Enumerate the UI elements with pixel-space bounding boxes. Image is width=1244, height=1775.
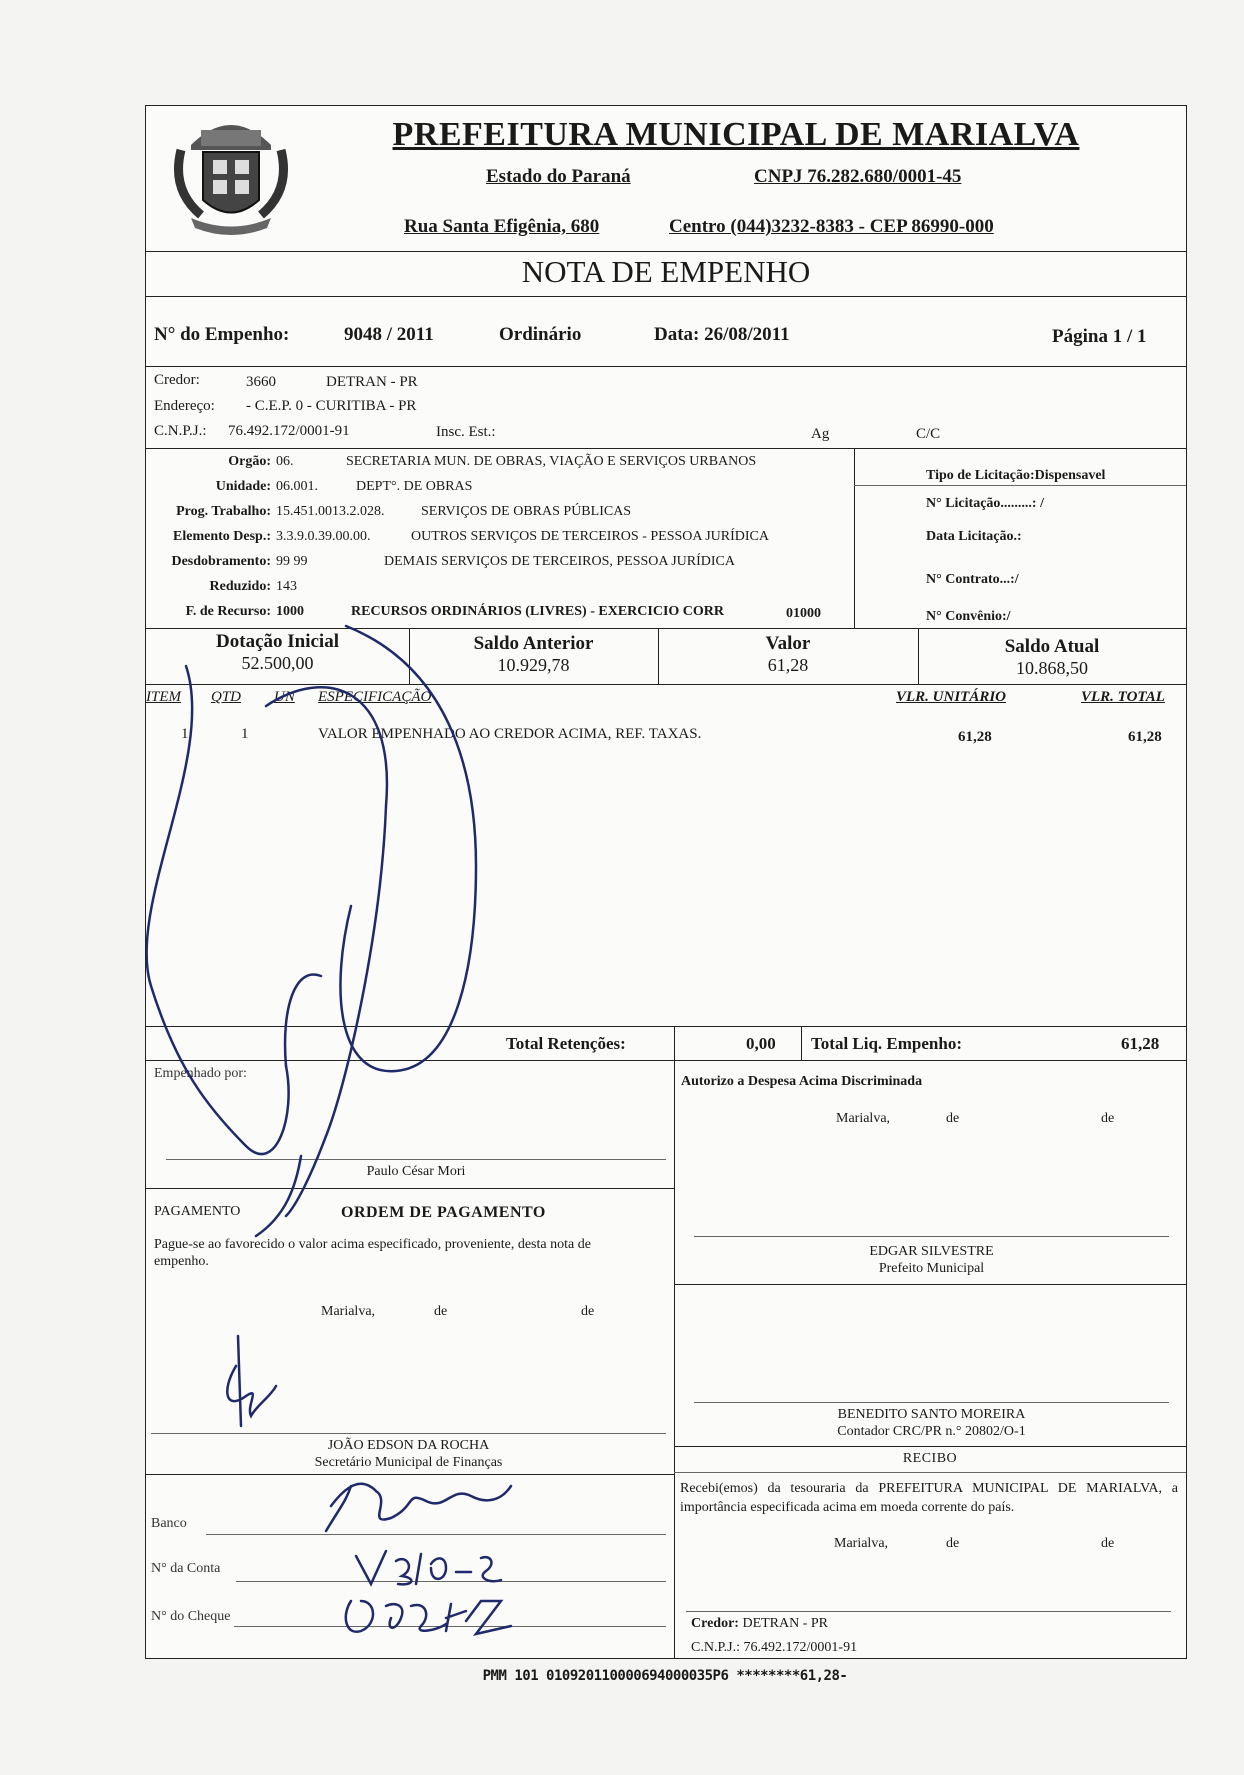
contador-signature-block: BENEDITO SANTO MOREIRA Contador CRC/PR n.° 20802/O-1 [837, 1407, 1026, 1439]
recibo-de-1: de [946, 1536, 960, 1551]
empenho-number: 9048 / 2011 [344, 324, 434, 345]
cnpj-label: C.N.P.J.: [154, 423, 207, 439]
empenho-type: Ordinário [499, 324, 582, 345]
header-title: PREFEITURA MUNICIPAL DE MARIALVA [392, 116, 1080, 153]
ordem-de-2: de [581, 1304, 595, 1319]
conta-label: N° da Conta [151, 1561, 221, 1576]
credor-label: Credor: [154, 372, 200, 388]
tipo-licitacao: Tipo de Licitação:Dispensavel [926, 468, 1106, 483]
autorizo-place: Marialva, [836, 1111, 891, 1126]
footer-barcode-text: PMM 101 010920110000694000035P6 ********61,28- [482, 1668, 848, 1684]
saldo-anterior: Saldo Anterior 10.929,78 [473, 633, 594, 675]
cheque-label: N° do Cheque [151, 1609, 231, 1624]
endereco-value: - C.E.P. 0 - CURITIBA - PR [246, 398, 417, 414]
header-phone: Centro (044)3232-8383 - CEP 86990-000 [669, 216, 994, 237]
header-address: Rua Santa Efigênia, 680 [404, 216, 600, 237]
pagamento-label: PAGAMENTO [154, 1204, 241, 1219]
ag-label: Ag [811, 426, 830, 442]
cnpj-value: 76.492.172/0001-91 [228, 423, 350, 439]
header-cnpj: CNPJ 76.282.680/0001-45 [754, 166, 962, 187]
ordem-de-1: de [434, 1304, 448, 1319]
col-vlr-unitario: VLR. UNITÁRIO [896, 689, 1007, 705]
secretario-signature-block: JOÃO EDSON DA ROCHA Secretário Municipal de Finanças [314, 1438, 503, 1470]
saldo-atual: Saldo Atual 10.868,50 [1004, 636, 1100, 678]
total-retencoes-value: 0,00 [746, 1034, 776, 1053]
recibo-de-2: de [1101, 1536, 1115, 1551]
autorizo-de-1: de [946, 1111, 960, 1126]
header-state: Estado do Paraná [486, 166, 631, 187]
insc-label: Insc. Est.: [436, 424, 496, 440]
col-item: ITEM [146, 689, 181, 705]
recibo-cnpj: C.N.P.J.: 76.492.172/0001-91 [691, 1640, 858, 1655]
col-vlr-total: VLR. TOTAL [1081, 689, 1165, 705]
total-retencoes-label: Total Retenções: [506, 1034, 626, 1053]
total-liq-label: Total Liq. Empenho: [811, 1034, 962, 1053]
ordem-pagamento-title: ORDEM DE PAGAMENTO [341, 1204, 546, 1221]
numero-contrato: N° Contrato...:/ [926, 572, 1019, 587]
recibo-title: RECIBO [902, 1451, 958, 1466]
credor-code: 3660 [246, 374, 276, 390]
banco-label: Banco [151, 1516, 187, 1531]
total-liq-value: 61,28 [1121, 1034, 1160, 1053]
empenho-label: N° do Empenho: [154, 324, 290, 345]
recibo-text: Recebi(emos) da tesouraria da PREFEITURA MUNICIPAL DE MARIALVA, a importância especificada acima em moeda corrente do país. [680, 1481, 1178, 1515]
document-frame: PREFEITURA MUNICIPAL DE MARIALVA Estado do Paraná CNPJ 76.282.680/0001-45 Rua Santa Efigênia, 680 Centro (044)3232-8383 - CEP 86990-000 NOTA DE EMPENHO N° do Empenho: 9048 / 2011 Ordinário Data: 26/08/2011 Página 1 / 1 Credor: 3660 DETRAN - PR Endereço: - C.E.P. 0 - CURITIBA - PR C.N.P.J.: 76.492.172/0001-91 Insc. Est.: Ag C/C Orgão: 06. SECRETARIA MUN. DE OBRAS, VIAÇÃO E SERVIÇOS URBANOS Unidade: 06.001. DEPT°. DE OBRAS Prog. Trabalho: 15.451.0013.2.028. SERVIÇOS DE OBRAS PÚBLICAS Elemento Desp.: 3.3.9.0.39.00.00. OUTROS SERVIÇOS DE TERCEIROS - PESSOA JURÍDICA Desdobramento: 99 99 DEMAIS SERVIÇOS DE TERCEIROS, PESSOA JURÍDICA Reduzido: 143 F. de Recurso: 1000 RECURSOS ORDINÁRIOS (LIVRES) - EXERCICIO CORR 01000 Tipo de Licitação:Dispensavel N° Licitação.........: / Data Licitação.: N° Contrato...:/ N° Convênio:/ Dotação Inicial 52.500,00 Saldo Anterior 10.929,78 Valor 61,28 Saldo Atual 10.868,50 ITEM QTD UN ESPECIFICAÇÃO VLR. UNITÁRIO VLR. TOTAL 1 1 VALOR EMPENHADO AO CREDOR ACIMA, REF. TAXAS. 61,28 61,28 Total Retenções: 0,00 Total Liq. Empenho: 61,28 Empenhado por: Paulo César Mori PAGAMENTO ORDEM DE PAGAMENTO Pague-se ao favorecido o valor acima especificado, proveniente, desta nota de empenho. Marialva, de de JOÃO EDSON DA ROCHA Secretário Municipal de Finanças Banco N° da Conta N° do Cheque Autorizo a Despesa Acima Discriminada Marialva, de de EDGAR SILVESTRE Prefeito Municipal BENEDITO SANTO MOREIRA Contador CRC/PR n.° 20802/O-1 RECIBO Recebi(emos) da tesouraria da PREFEITURA MUNICIPAL DE MARIALVA, a importância especificada acima em moeda corrente do país. Marialva, de de Credor: DETRAN - PR C.N.P.J.: 76.492.172/0001-91 [145, 105, 1187, 1659]
credor-name: DETRAN - PR [326, 374, 418, 390]
recibo-credor: Credor: DETRAN - PR [691, 1616, 829, 1631]
numero-convenio: N° Convênio:/ [926, 609, 1011, 624]
col-especificacao: ESPECIFICAÇÃO [318, 689, 432, 705]
endereco-label: Endereço: [154, 398, 215, 414]
saldo-valor: Valor 61,28 [765, 633, 811, 675]
numero-licitacao: N° Licitação.........: / [926, 496, 1044, 511]
col-qtd: QTD [211, 689, 242, 705]
recibo-place: Marialva, [834, 1536, 889, 1551]
ordem-place: Marialva, [321, 1304, 376, 1319]
col-un: UN [274, 689, 295, 705]
handwriting-overlay [146, 106, 1186, 1658]
data-licitacao: Data Licitação.: [926, 529, 1022, 544]
page-number: Página 1 / 1 [1052, 326, 1147, 347]
prefeito-signature-block: EDGAR SILVESTRE Prefeito Municipal [869, 1244, 994, 1276]
empenho-date: Data: 26/08/2011 [654, 324, 790, 345]
pague-se-text: Pague-se ao favorecido o valor acima especificado, proveniente, desta nota de empenho. [154, 1237, 591, 1269]
cc-label: C/C [916, 426, 941, 442]
saldo-dotacao-inicial: Dotação Inicial 52.500,00 [216, 631, 339, 673]
empenhado-nome: Paulo César Mori [366, 1164, 466, 1179]
doc-title: NOTA DE EMPENHO [521, 254, 811, 289]
autorizo-label: Autorizo a Despesa Acima Discriminada [681, 1074, 923, 1089]
autorizo-de-2: de [1101, 1111, 1115, 1126]
empenhado-por-label: Empenhado por: [154, 1066, 247, 1081]
